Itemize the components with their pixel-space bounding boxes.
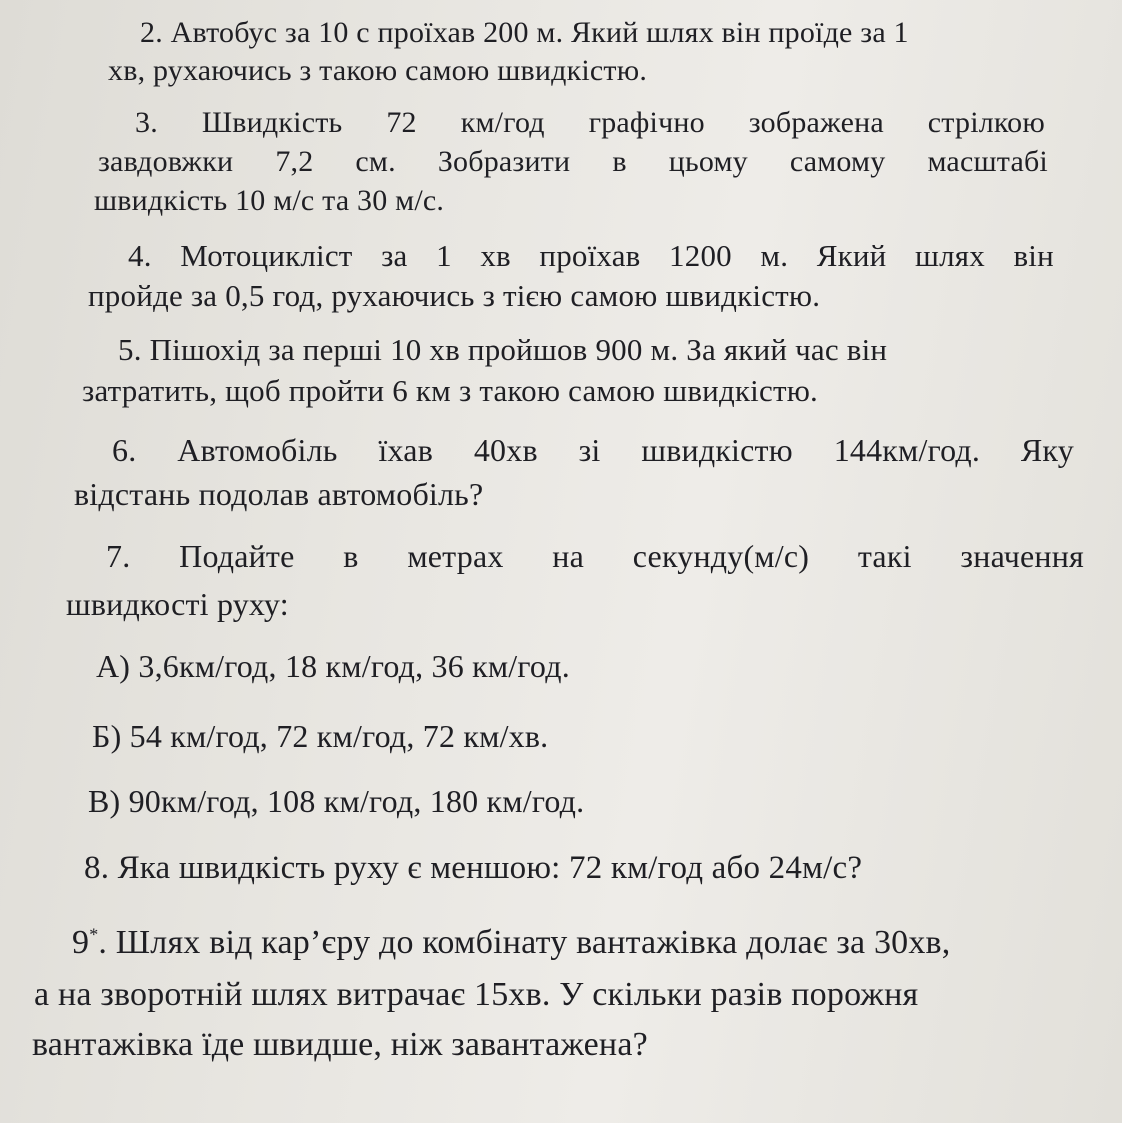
word: значення — [960, 538, 1084, 574]
word: 144км/год. — [833, 432, 981, 468]
problem-3-line-1 — [135, 108, 1045, 138]
problem-3-line-2 — [98, 147, 1048, 177]
word: хв — [480, 238, 511, 273]
problem-9-line-2: а на зворотній шлях витрачає 15хв. У скільки разів порожня — [34, 976, 919, 1013]
word: в — [612, 145, 627, 178]
problem-4-line-1 — [128, 240, 1054, 271]
word: швидкістю — [641, 432, 793, 468]
word: 72 — [386, 106, 417, 139]
word: Автомобіль — [177, 432, 338, 468]
word: він — [1013, 238, 1054, 273]
word: Яку — [1020, 432, 1074, 468]
word: їхав — [378, 432, 434, 468]
word: Який — [816, 238, 887, 273]
problem-5-line-2: затратить, щоб пройти 6 км з такою самою швидкістю. — [82, 373, 819, 408]
word: 6. — [112, 432, 137, 468]
problem-3-line-3: швидкість 10 м/с та 30 м/с. — [94, 184, 445, 217]
problem-7-option-a: А) 3,6км/год, 18 км/год, 36 км/год. — [96, 648, 570, 684]
problem-9-line-3: вантажівка їде швидше, ніж завантажена? — [32, 1026, 648, 1063]
word: масштабі — [927, 145, 1048, 178]
problem-6-line-1 — [112, 434, 1074, 466]
problem-9-number: 9 — [72, 924, 90, 961]
problem-6-line-2: відстань подолав автомобіль? — [74, 476, 484, 512]
problem-8-line-1: 8. Яка швидкість руху є меншою: 72 км/год або 24м/с? — [84, 850, 863, 886]
word: графічно — [588, 106, 705, 139]
problem-7-line-2: швидкості руху: — [66, 586, 289, 622]
word: такі — [857, 538, 912, 574]
word: Мотоцикліст — [180, 238, 353, 273]
word: секунду(м/с) — [632, 538, 810, 574]
problem-7-option-c: В) 90км/год, 108 км/год, 180 км/год. — [88, 783, 585, 819]
word: завдовжки — [98, 145, 234, 178]
word: км/год — [460, 106, 545, 139]
word: 3. — [135, 106, 158, 139]
problem-2-line-1: 2. Автобус за 10 с проїхав 200 м. Який шлях він проїде за 1 — [140, 16, 909, 49]
word: 7. — [106, 538, 131, 574]
problem-7-line-1 — [106, 540, 1084, 572]
word: за — [381, 238, 408, 273]
word: на — [552, 538, 585, 574]
word: 4. — [128, 238, 152, 273]
problem-9-line-1 — [72, 926, 951, 960]
word: в — [343, 538, 359, 574]
word: Подайте — [179, 538, 295, 574]
word: стрілкою — [927, 106, 1045, 139]
word: м. — [760, 238, 789, 273]
word: см. — [355, 145, 396, 178]
word: Швидкість — [201, 106, 343, 139]
word: проїхав — [539, 238, 641, 273]
word: 7,2 — [275, 145, 314, 178]
word: самому — [789, 145, 886, 178]
problem-9-star: * — [89, 924, 99, 945]
problem-2-line-2: хв, рухаючись з такою самою швидкістю. — [108, 54, 648, 87]
problem-5-line-1: 5. Пішохід за перші 10 хв пройшов 900 м. За який час він — [118, 332, 888, 367]
problem-4-line-2: пройде за 0,5 год, рухаючись з тією самою швидкістю. — [88, 278, 821, 313]
problem-7-option-b: Б) 54 км/год, 72 км/год, 72 км/хв. — [92, 718, 549, 754]
problem-9-line-1-text: . Шлях від кар’єру до комбінату вантажівка долає за 30хв, — [98, 924, 951, 961]
word: шлях — [915, 238, 985, 273]
word: зі — [578, 432, 601, 468]
word: метрах — [407, 538, 504, 574]
word: 40хв — [473, 432, 538, 468]
word: Зобразити — [437, 145, 571, 178]
word: цьому — [668, 145, 748, 178]
word: зображена — [748, 106, 884, 139]
word: 1200 — [669, 238, 732, 273]
word: 1 — [436, 238, 452, 273]
